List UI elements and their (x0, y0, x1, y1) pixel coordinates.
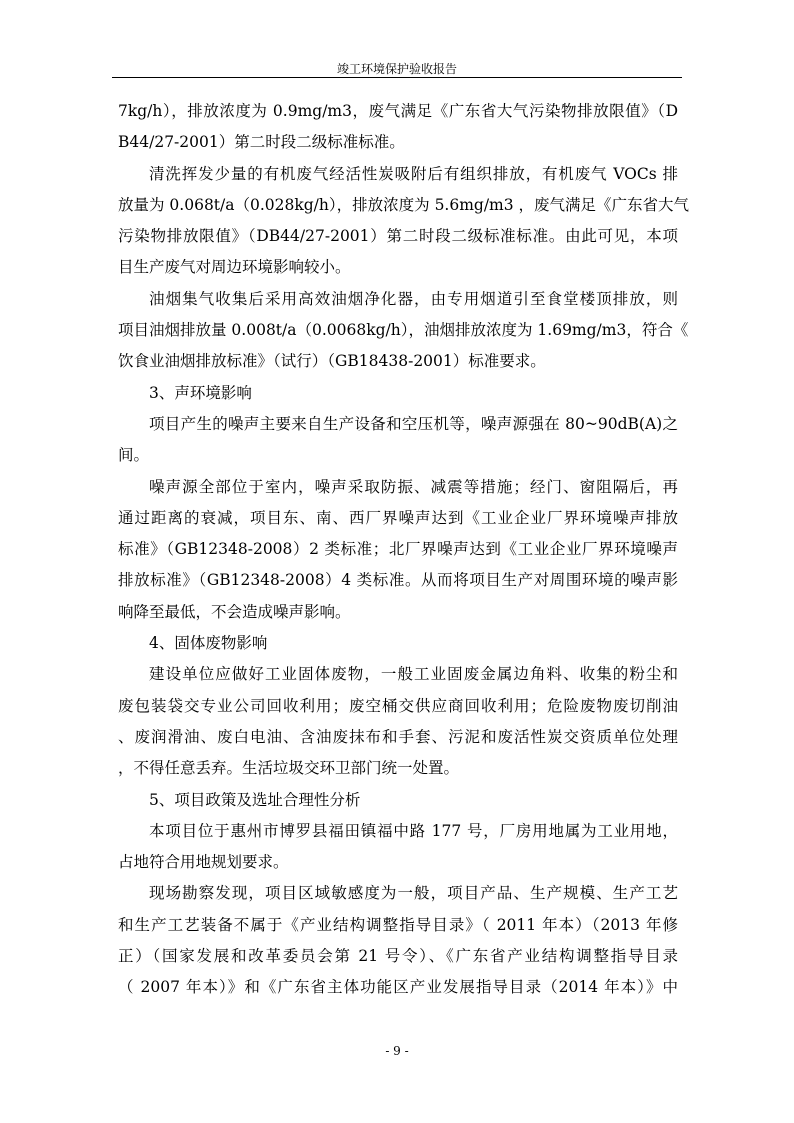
body-line: 项目油烟排放量 0.008t/a（0.0068kg/h），油烟排放浓度为 1.69mg/m3，符合《 (118, 321, 689, 340)
body-line: 项目产生的噪声主要来自生产设备和空压机等，噪声源强在 80~90dB(A)之 (149, 414, 678, 433)
body-line: 目生产废气对周边环境影响较小。 (118, 258, 351, 277)
section-heading-solid-waste: 4、固体废物影响 (149, 634, 268, 653)
section-heading-policy: 5、项目政策及选址合理性分析 (149, 790, 361, 809)
body-line: 污染物排放限值》（DB44/27-2001）第二时段二级标准标准。由此可见，本项 (118, 227, 678, 246)
body-line: 本项目位于惠州市博罗县福田镇福中路 177 号，厂房用地属为工业用地， (149, 821, 678, 840)
body-line: 废包装袋交专业公司回收利用；废空桶交供应商回收利用；危险废物废切削油 (118, 696, 678, 715)
page-number: - 9 - (385, 1044, 409, 1058)
body-line: 建设单位应做好工业固体废物，一般工业固废金属边角料、收集的粉尘和 (149, 665, 678, 684)
section-heading-sound: 3、声环境影响 (149, 383, 252, 402)
body-line: 放量为 0.068t/a（0.028kg/h），排放浓度为 5.6mg/m3 ，废气满足《广东省大气 (118, 195, 690, 214)
body-line: 和生产工艺装备不属于《产业结构调整指导目录》（ 2011 年本）（2013 年修 (118, 915, 678, 934)
body-line: （ 2007 年本）》和《广东省主体功能区产业发展指导目录（2014 年本）》中 (118, 978, 678, 997)
page-header-title: 竣工环境保护验收报告 (336, 62, 457, 76)
body-line: ，不得任意丢弃。生活垃圾交环卫部门统一处置。 (118, 759, 460, 778)
header-divider (112, 77, 682, 78)
body-line: 现场勘察发现，项目区域敏感度为一般，项目产品、生产规模、生产工艺 (149, 884, 678, 903)
document-body (118, 96, 690, 1004)
body-line: 7kg/h），排放浓度为 0.9mg/m3，废气满足《广东省大气污染物排放限值》（D (118, 102, 678, 120)
body-line: B44/27-2001）第二时段二级标准标准。 (118, 133, 405, 152)
body-line: 通过距离的衰减，项目东、南、西厂界噪声达到《工业企业厂界环境噪声排放 (118, 508, 678, 527)
body-line: 间。 (118, 446, 150, 465)
body-line: 响降至最低，不会造成噪声影响。 (118, 602, 351, 621)
body-line: 饮食业油烟排放标准》（试行）（GB18438-2001）标准要求。 (118, 352, 546, 371)
body-line: 排放标准》（GB12348-2008）4 类标准。从而将项目生产对周围环境的噪声影 (118, 571, 678, 590)
body-line: 、废润滑油、废白电油、含油废抹布和手套、污泥和废活性炭交资质单位处理 (118, 727, 678, 746)
body-line: 清洗挥发少量的有机废气经活性炭吸附后有组织排放，有机废气 VOCs 排 (149, 164, 678, 183)
body-line: 正）（国家发展和改革委员会第 21 号令）、《广东省产业结构调整指导目录 (118, 947, 678, 966)
body-line: 噪声源全部位于室内，噪声采取防振、减震等措施；经门、窗阻隔后，再 (149, 477, 678, 496)
body-line: 占地符合用地规划要求。 (118, 853, 289, 872)
body-line: 油烟集气收集后采用高效油烟净化器，由专用烟道引至食堂楼顶排放，则 (149, 289, 678, 308)
body-line: 标准》（GB12348-2008）2 类标准；北厂界噪声达到《工业企业厂界环境噪声 (118, 540, 678, 559)
